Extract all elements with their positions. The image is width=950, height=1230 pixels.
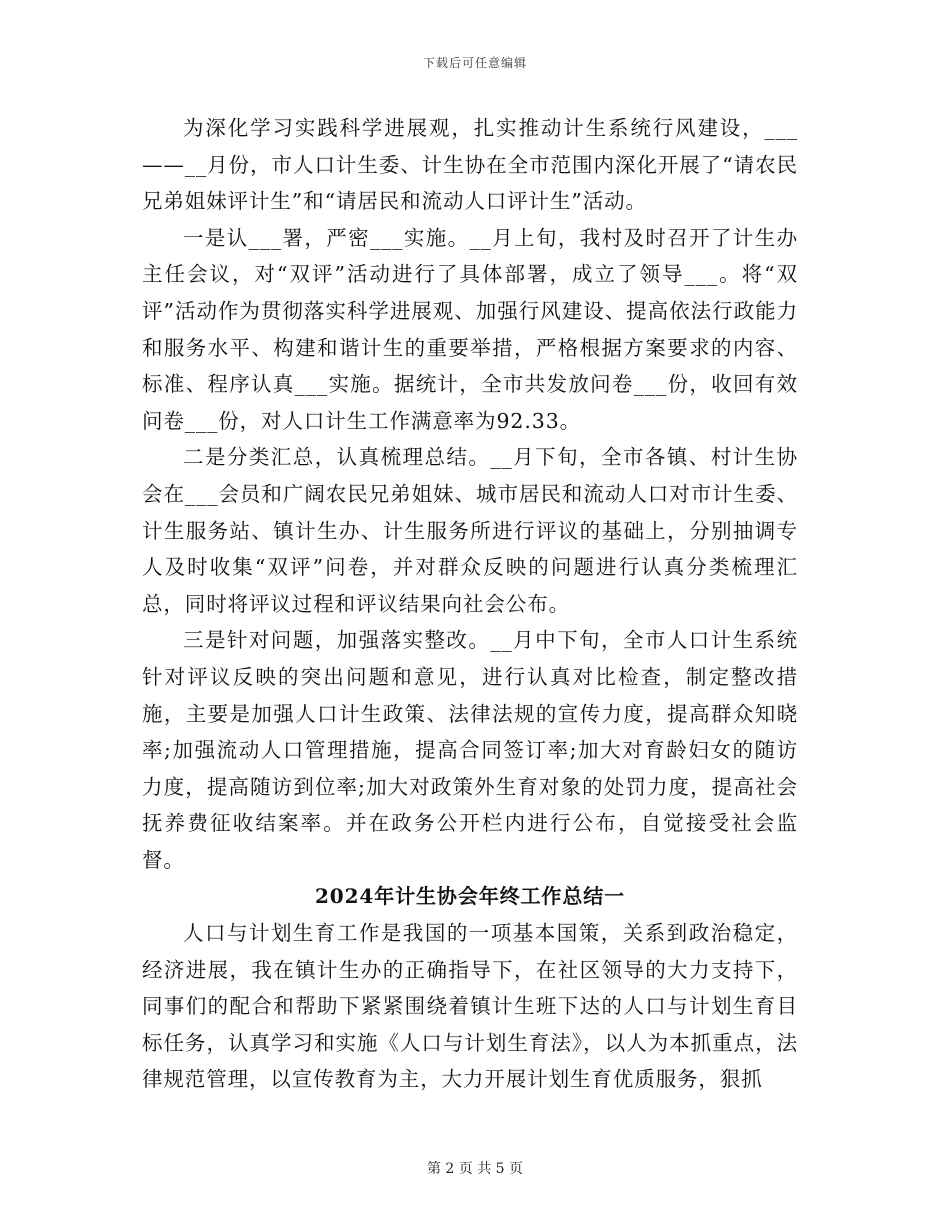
- document-body: [142, 110, 798, 1098]
- page-header: 下载后可任意编辑: [422, 56, 527, 70]
- section-heading: 2024年计生协会年终工作总结一: [314, 884, 626, 909]
- paragraph-step-two: 二是分类汇总，认真梳理总结。__月下旬，全市各镇、村计生协会在___会员和广阔农民兄弟姐妹、城市居民和流动人口对市计生委、计生服务站、镇计生办、计生服务所进行评议的基础上，分别抽调专人及时收集“双评”问卷，并对群众反映的问题进行认真分类梳理汇总，同时将评议过程和评议结果向社会公布。: [142, 445, 798, 616]
- paragraph-intro: 为深化学习实践科学进展观，扎实推动计生系统行风建设，___——__月份，市人口计生委、计生协在全市范围内深化开展了“请农民兄弟姐妹评计生”和“请居民和流动人口评计生”活动。: [142, 116, 798, 214]
- paragraph-step-one: 一是认___署，严密___实施。__月上旬，我村及时召开了计生办主任会议，对“双评”活动进行了具体部署，成立了领导___。将“双评”活动作为贯彻落实科学进展观、加强行风建设、提高依法行政能力和服务水平、构建和谐计生的重要举措，严格根据方案要求的内容、标准、程序认真___实施。据统计，全市共发放问卷___份，收回有效问卷___份，对人口计生工作满意率为92.33。: [142, 225, 798, 433]
- paragraph-summary: 人口与计划生育工作是我国的一项基本国策，关系到政治稳定，经济进展，我在镇计生办的正确指导下，在社区领导的大力支持下，同事们的配合和帮助下紧紧围绕着镇计生班下达的人口与计划生育目标任务，认真学习和实施《人口与计划生育法》，以人为本抓重点，法律规范管理，以宣传教育为主，大力开展计划生育优质服务，狠抓: [142, 921, 798, 1092]
- paragraph-step-three: 三是针对问题，加强落实整改。__月中下旬，全市人口计生系统针对评议反映的突出问题和意见，进行认真对比检查，制定整改措施，主要是加强人口计生政策、法律法规的宣传力度，提高群众知晓率;加强流动人口管理措施，提高合同签订率;加大对育龄妇女的随访力度，提高随访到位率;加大对政策外生育对象的处罚力度，提高社会抚养费征收结案率。并在政务公开栏内进行公布，自觉接受社会监督。: [142, 628, 798, 872]
- page-footer: 第 2 页 共 5 页: [426, 1161, 524, 1177]
